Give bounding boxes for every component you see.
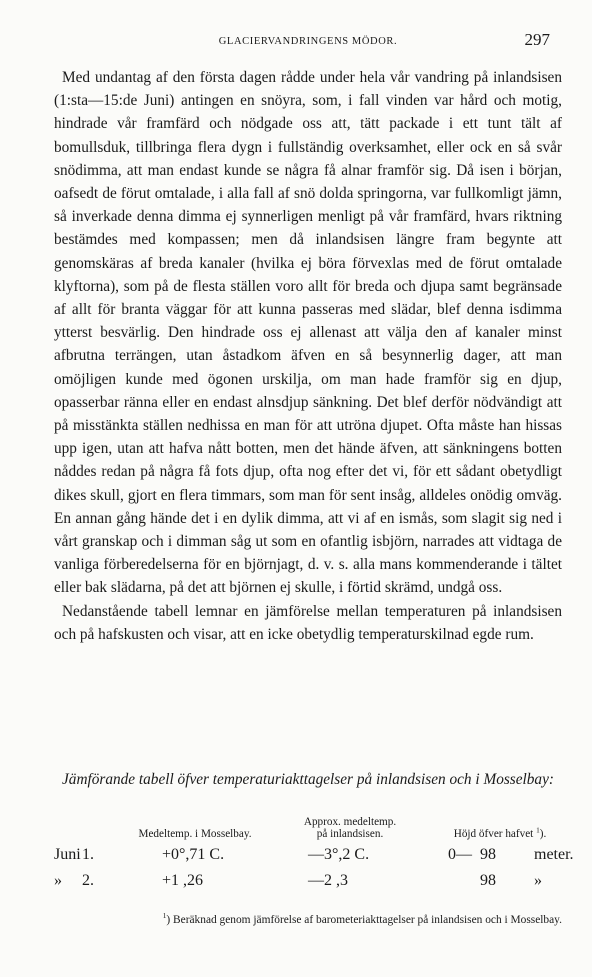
body-text <box>54 66 562 646</box>
height-from-cell: 0— <box>448 846 472 863</box>
inland-temp-cell: —3°,2 C. <box>308 846 370 863</box>
page-number: 297 <box>524 30 550 49</box>
header-inland-line2: på inlandsisen. <box>316 828 384 840</box>
header-height-label: Höjd öfver hafvet <box>453 828 534 840</box>
footnote-mark: 1 <box>162 911 167 921</box>
footnote-reference: 1 <box>536 826 540 835</box>
running-title: GLACIERVANDRINGENS MÖDOR. <box>218 36 398 47</box>
mosselbay-temp-cell: +0°,71 C. <box>162 846 225 863</box>
page-header <box>54 30 562 50</box>
header-inland-line1: Approx. medeltemp. <box>303 816 397 828</box>
month-cell: » <box>54 872 62 889</box>
paragraph: Med undantag af den första dagen rådde under hela vår vandring på inlandsisen (1:sta—15:de Juni) antingen en snöyra, som, i fall vinden var hård och motig, hindrade vår framfärd och nödgade oss att, tätt packade i ett tunt tält af bomullsduk, tillbringa flera dygn i fullständig overksamhet, eller ock en så svår snödimma, att man endast kunde se några få alnar framför sig. Då isen i början, oafsedt de förut omtalade, i alla fall af snö dolda springorna, var fullkomligt jämn, så inverkade denna dimma ej synnerligen menligt på vår framfärd, hvars riktning bestämdes med kompassen; men då inlandsisen längre fram begynte att genomskäras af breda kanaler (hvilka ej böra förvexlas med de förut omtalade klyftorna), som på de flesta ställen voro allt för breda och djupa samt begränsade af allt för branta väggar för att kunna passeras med slädar, blef denna isdimma ytterst besvärlig. Den hindrade oss ej allenast att välja den af kanaler minst afbrutna terrängen, utan åstadkom äfven en så besynnerlig dager, att man omöjligen kunde med ögonen urskilja, om man hade framför sig en djup, opasserbar ränna eller en endast alnsdjup sänkning. Det blef derför nödvändigt att på misstänkta ställen nedhissa en man för att utröna djupet. Ofta måste han hissas upp igen, utan att hafva nått botten, men det hände äfven, att sänkningens botten nåddes redan på några få fots djup, ofta nog efter det vi, för ett sådant obetydligt dikes skull, gjort en flera timmars, som man för sent insåg, alldeles onödig omväg. En annan gång hände det i en dylik dimma, att vi af en ismås, som slagit sig ned i vårt granskap och i dimman såg ut som en ofantlig isbjörn, narrades att vidtaga de vanliga förberedelserna för en björnjagt, d. v. s. alla mans kommenderande i tältet eller bak slädarna, på det att björnen ej skulle, i förtid skrämd, undgå oss. <box>54 69 562 597</box>
height-to-cell: 98 <box>480 872 496 889</box>
table-row <box>54 872 562 894</box>
temperature-table <box>54 816 574 896</box>
table-caption: Jämförande tabell öfver temperaturiakttagelser på inlandsisen och i Mosselbay: <box>62 771 554 788</box>
paragraph: Nedanstående tabell lemnar en jämförelse mellan temperaturen på inlandsisen och på hafskusten och visar, att en icke obetydlig temperaturskilnad egde rum. <box>54 602 562 643</box>
header-inland <box>290 816 410 840</box>
header-mosselbay: Medeltemp. i Mosselbay. <box>138 828 252 840</box>
month-cell: Juni <box>54 846 81 863</box>
footnote-text: ) Beräknad genom jämförelse af barometeriakttagelser på inlandsisen och i Mosselbay. <box>166 914 562 926</box>
header-height: Höjd öfver hafvet $^1$). <box>453 826 547 840</box>
height-to-cell: 98 <box>480 846 496 863</box>
table-row <box>54 846 574 868</box>
unit-cell: meter. <box>534 846 574 863</box>
day-cell: 1. <box>82 846 94 863</box>
day-cell: 2. <box>82 872 94 889</box>
unit-cell: » <box>534 872 542 889</box>
mosselbay-temp-cell: +1 ,26 <box>162 872 204 889</box>
inland-temp-cell: —2 ,3 <box>308 872 348 889</box>
footnote <box>54 911 562 926</box>
